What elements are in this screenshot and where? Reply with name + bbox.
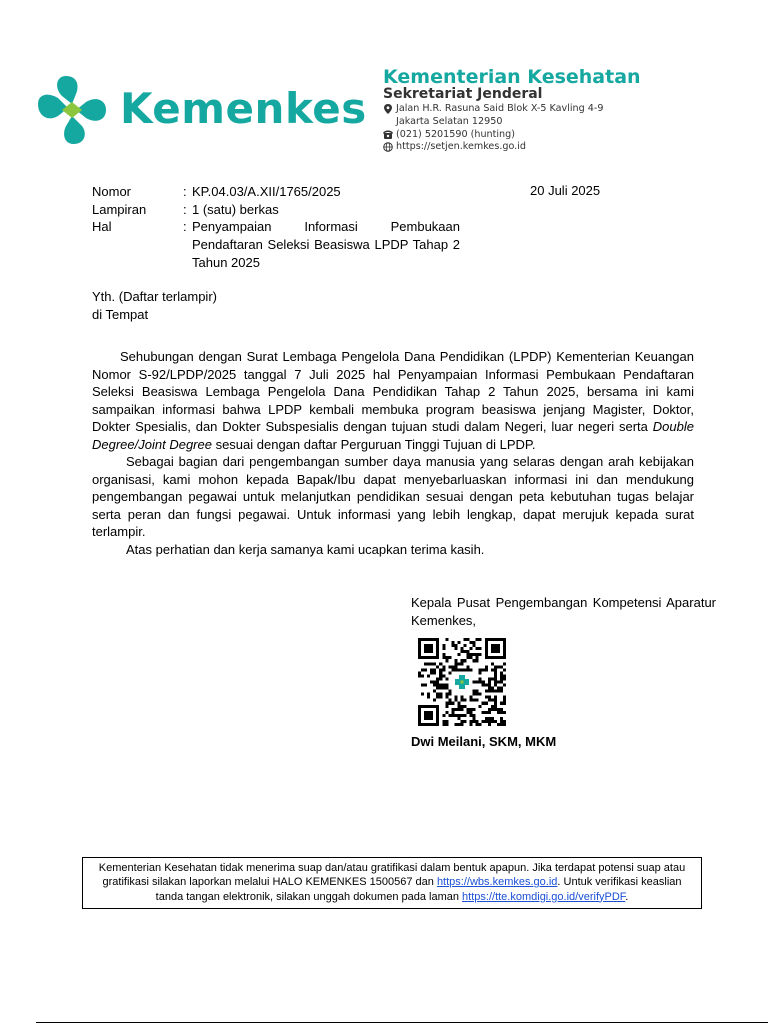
address-line <box>383 103 603 114</box>
hal-label: Hal <box>92 219 112 234</box>
nomor-value: KP.04.03/A.XII/1765/2025 <box>192 184 341 199</box>
recipient-line1: Yth. (Daftar terlampir) <box>92 289 217 304</box>
bottom-rule <box>36 1022 768 1023</box>
ministry-name: Kementerian Kesehatan <box>383 66 641 88</box>
hal-colon: : <box>183 219 187 234</box>
website-line <box>383 141 526 152</box>
letter-body <box>92 348 694 558</box>
address-line2: Jakarta Selatan 12950 <box>396 116 503 127</box>
signature-qr-code <box>418 638 506 726</box>
website-url[interactable]: https://setjen.kemkes.go.id <box>396 141 526 152</box>
address-line1: Jalan H.R. Rasuna Said Blok X-5 Kavling 4-9 <box>396 103 604 114</box>
kemenkes-logo <box>36 74 108 146</box>
paragraph-1-a: Sehubungan dengan Surat Lembaga Pengelola Dana Pendidikan (LPDP) Kementerian Keuangan Nomor S-92/LPDP/2025 tanggal 7 Juli 2025 hal Penyampaian Informasi Pembukaan Pendaftaran Seleksi Beasiswa Lembaga Pengelola Dana Pendidikan Tahap 2 Tahun 2025, bersama ini kami sampaikan informasi bahwa LPDP kembali membuka program beasiswa jenjang Magister, Doktor, Dokter Spesialis, dan Dokter Subspesialis dengan tujuan studi dalam Negeri, luar negeri serta <box>92 349 694 434</box>
footer-text-c: . <box>625 890 629 903</box>
paragraph-1-italic: Double Degree/Joint Degree <box>92 419 694 452</box>
footer-text-a: Kementerian Kesehatan tidak menerima suap dan/atau gratifikasi dalam bentuk apapun. Jika terdapat potensi suap atau gratifikasi silakan laporkan melalui HALO KEMENKES 1500567 dan <box>98 862 686 889</box>
paragraph-1 <box>92 348 694 453</box>
phone-line <box>383 129 515 140</box>
footer-disclaimer <box>82 857 702 909</box>
wbs-link[interactable]: https://wbs.kemkes.go.id <box>436 876 558 889</box>
paragraph-3: Atas perhatian dan kerja samanya kami ucapkan terima kasih. <box>126 541 485 557</box>
hal-value: Penyampaian Informasi Pembukaan Pendaftaran Seleksi Beasiswa LPDP Tahap 2 Tahun 2025 <box>192 219 460 270</box>
nomor-label: Nomor <box>92 184 132 199</box>
lampiran-label: Lampiran <box>92 202 147 217</box>
location-pin-icon <box>383 104 393 114</box>
verify-pdf-link[interactable]: https://tte.komdigi.go.id/verifyPDF <box>462 890 626 903</box>
paragraph-2: Sebagai bagian dari pengembangan sumber daya manusia yang selaras dengan arah kebijakan organisasi, kami mohon kepada Bapak/Ibu dapat menyebarluaskan informasi ini dan mendukung pengembangan pegawai untuk melanjutkan pendidikan sesuai dengan peta kebutuhan tugas belajar serta peran dan fungsi pegawai. Untuk informasi yang lebih lengkap, dapat merujuk kepada surat terlampir. <box>92 454 694 539</box>
lampiran-value: 1 (satu) berkas <box>192 202 279 217</box>
brand-wordmark: Kemenkes <box>120 84 367 133</box>
paragraph-1-b: sesuai dengan daftar Perguruan Tinggi Tujuan di LPDP. <box>211 436 536 452</box>
letter-date: 20 Juli 2025 <box>530 183 601 198</box>
signatory-name: Dwi Meilani, SKM, MKM <box>411 734 557 749</box>
recipient-line2: di Tempat <box>92 307 149 322</box>
lampiran-colon: : <box>183 202 187 217</box>
globe-icon <box>383 142 393 152</box>
nomor-colon: : <box>183 184 187 199</box>
footer-text-b: . Untuk verifikasi keaslian tanda tangan elektronik, silakan unggah dokumen pada laman <box>155 876 682 903</box>
address-line-2 <box>396 116 502 127</box>
signatory-title: Kepala Pusat Pengembangan Kompetensi Aparatur Kemenkes, <box>411 595 716 628</box>
unit-name: Sekretariat Jenderal <box>383 86 543 102</box>
phone-number: (021) 5201590 (hunting) <box>396 129 515 140</box>
phone-icon <box>383 130 393 140</box>
